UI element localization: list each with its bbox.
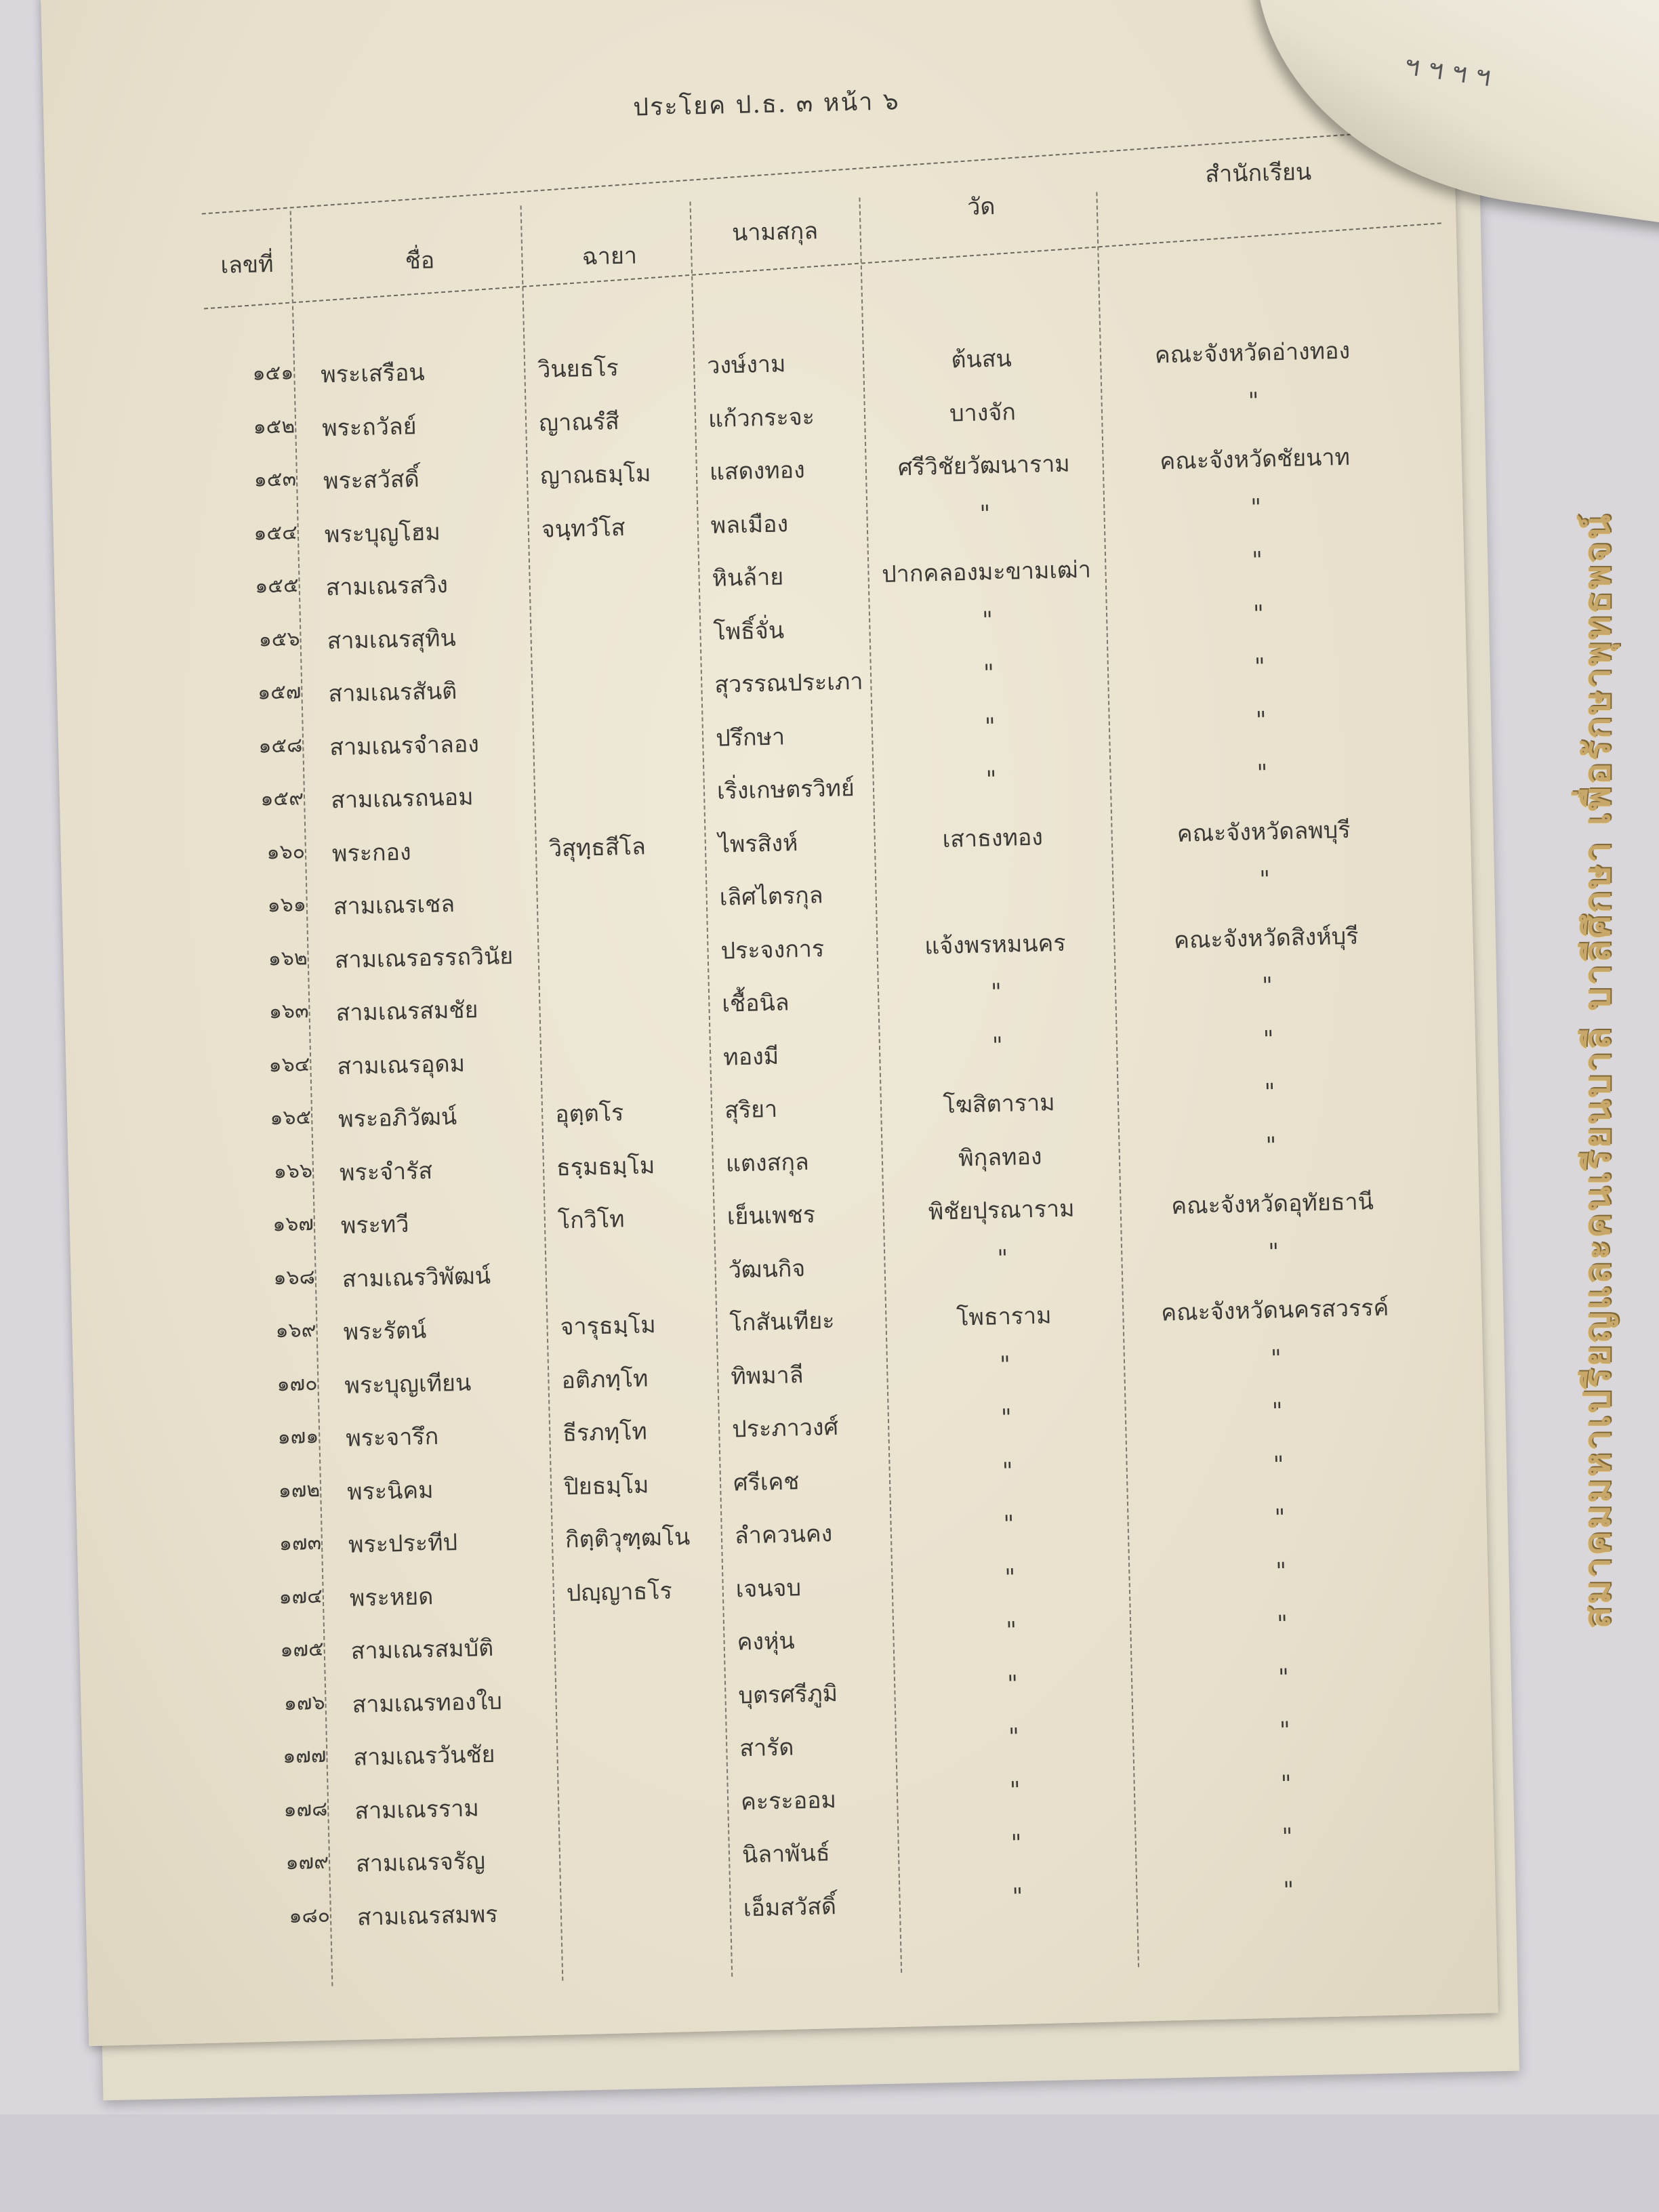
cell-surname: ลำควนคง bbox=[734, 1520, 833, 1550]
cell-name: สามเณรสมบัติ bbox=[350, 1634, 494, 1665]
cell-num: ๑๗๖ bbox=[283, 1690, 325, 1715]
cell-num: ๑๗๒ bbox=[278, 1477, 321, 1502]
cell-school: คณะจังหวัดลพบุรี bbox=[1176, 816, 1351, 848]
cell-name: พระบุญเทียน bbox=[344, 1369, 472, 1399]
cell-num: ๑๗๓ bbox=[279, 1530, 322, 1556]
cell-name: พระถวัลย์ bbox=[321, 412, 417, 442]
cell-school: คณะจังหวัดสิงห์บุรี bbox=[1173, 922, 1359, 954]
cell-num: ๑๖๖ bbox=[273, 1158, 313, 1183]
cell-wat: " bbox=[983, 659, 995, 687]
cell-surname: พลเมือง bbox=[710, 510, 789, 539]
cell-wat: พิชัยปุรณาราม bbox=[928, 1195, 1075, 1226]
watermark-text: สมาคมมหาเปรียญและคนเรียนบาลี บาลีศึกษา เพื่อรักษาพุทธพจน์ bbox=[1576, 512, 1618, 1629]
cell-num: ๑๖๒ bbox=[268, 945, 308, 970]
cell-name: พระประทีป bbox=[348, 1529, 458, 1559]
cell-school: " bbox=[1264, 1078, 1275, 1106]
cell-school: " bbox=[1283, 1876, 1294, 1904]
cell-school: " bbox=[1259, 865, 1271, 893]
cell-surname: เลิศไตรกุล bbox=[719, 882, 824, 912]
cell-name: สามเณรจรัญ bbox=[355, 1847, 486, 1878]
cell-school: " bbox=[1248, 387, 1259, 415]
cell-school: " bbox=[1251, 546, 1263, 575]
cell-school: " bbox=[1263, 1025, 1275, 1053]
cell-school: " bbox=[1250, 493, 1262, 521]
cell-surname: วงษ์งาม bbox=[706, 350, 786, 380]
cell-school: คณะจังหวัดอ่างทอง bbox=[1154, 337, 1351, 369]
cell-num: ๑๖๕ bbox=[269, 1105, 312, 1130]
cell-name: สามเณรวันชัย bbox=[353, 1740, 495, 1771]
cell-chaya: ญาณรํสี bbox=[538, 407, 620, 437]
cell-surname: สุวรรณประเภา bbox=[714, 668, 863, 699]
cell-surname: หินล้าย bbox=[712, 563, 784, 592]
cell-num: ๑๖๙ bbox=[275, 1317, 316, 1343]
page-title: ประโยค ป.ธ. ๓ หน้า ๖ bbox=[632, 87, 901, 122]
cell-surname: วัฒนกิจ bbox=[728, 1254, 806, 1284]
cell-surname: สุริยา bbox=[724, 1095, 778, 1124]
cell-surname: แก้วกระจะ bbox=[708, 403, 815, 433]
cell-chaya: โกวิโท bbox=[557, 1206, 625, 1235]
cell-surname: โกสันเทียะ bbox=[729, 1307, 836, 1337]
cell-wat: " bbox=[1010, 1829, 1022, 1858]
cell-wat: โฆสิตาราม bbox=[942, 1089, 1056, 1120]
cell-num: ๑๗๘ bbox=[283, 1797, 328, 1822]
watermark bbox=[1570, 447, 1624, 1694]
cell-surname: คงหุ่น bbox=[737, 1627, 796, 1656]
cell-surname: ประจงการ bbox=[720, 935, 825, 965]
cell-surname: แสดงทอง bbox=[709, 456, 806, 486]
cell-wat: " bbox=[1003, 1510, 1015, 1538]
document-page bbox=[41, 0, 1498, 2046]
header-surname: นามสกุล bbox=[731, 218, 819, 247]
cell-wat: ปากคลองมะขามเฒ่า bbox=[881, 556, 1092, 588]
cell-surname: ทองมี bbox=[722, 1042, 779, 1071]
cell-name: สามเณรสวิง bbox=[325, 571, 449, 602]
cell-school: " bbox=[1275, 1557, 1287, 1585]
cell-school: " bbox=[1271, 1397, 1284, 1425]
cell-chaya: ญาณธมฺโม bbox=[539, 459, 651, 490]
cell-surname: ปรึกษา bbox=[715, 722, 785, 752]
cell-name: พระอภิวัฒน์ bbox=[337, 1103, 457, 1134]
cell-school: " bbox=[1261, 972, 1273, 1000]
cell-num: ๑๕๑ bbox=[252, 361, 294, 386]
cell-school: " bbox=[1280, 1769, 1292, 1798]
cell-num: ๑๕๘ bbox=[258, 733, 303, 758]
cell-wat: " bbox=[1012, 1883, 1023, 1910]
cell-surname: ประภาวงศ์ bbox=[731, 1413, 839, 1443]
cell-school: " bbox=[1273, 1450, 1284, 1479]
cell-chaya: ธีรภทฺโท bbox=[562, 1418, 648, 1448]
cell-chaya: จารุธมฺโม bbox=[560, 1311, 657, 1341]
cell-num: ๑๖๘ bbox=[273, 1265, 316, 1290]
cell-surname: ทิพมาลี bbox=[730, 1361, 804, 1391]
cell-num: ๑๖๗ bbox=[272, 1212, 314, 1237]
cell-surname: คะระออม bbox=[740, 1786, 837, 1816]
cell-surname: โพธิ์จั่น bbox=[713, 616, 785, 646]
cell-wat: บางจัก bbox=[949, 398, 1017, 428]
cell-wat: " bbox=[990, 979, 1002, 1006]
cell-chaya: อติภทฺโท bbox=[560, 1364, 649, 1394]
cell-school: " bbox=[1267, 1237, 1279, 1266]
cell-surname: เริ่งเกษตรวิทย์ bbox=[716, 775, 855, 805]
header-school: สำนักเรียน bbox=[1204, 158, 1312, 188]
cell-num: ๑๘๐ bbox=[289, 1903, 331, 1928]
cell-num: ๑๕๓ bbox=[253, 467, 297, 492]
cell-name: พระจำรัส bbox=[339, 1157, 433, 1187]
cell-wat: " bbox=[1002, 1457, 1014, 1485]
cell-surname: ศรีเคช bbox=[733, 1467, 800, 1497]
cell-school: " bbox=[1254, 653, 1266, 681]
cell-num: ๑๕๗ bbox=[257, 680, 302, 705]
cell-wat: " bbox=[1009, 1776, 1021, 1804]
cell-surname: บุตรศรีภูมิ bbox=[737, 1679, 838, 1709]
cell-wat: พิกุลทอง bbox=[958, 1143, 1042, 1172]
cell-chaya: ปิยธมฺโม bbox=[563, 1471, 649, 1500]
cell-wat: โพธาราม bbox=[956, 1302, 1052, 1332]
cell-wat: " bbox=[985, 766, 998, 794]
cell-wat: " bbox=[1004, 1563, 1016, 1591]
cell-name: พระกอง bbox=[331, 838, 412, 867]
cell-num: ๑๖๓ bbox=[268, 999, 309, 1024]
cell-num: ๑๕๖ bbox=[258, 626, 300, 652]
cell-school: " bbox=[1270, 1344, 1282, 1372]
cell-name: พระจารึก bbox=[345, 1422, 439, 1452]
cell-wat: " bbox=[981, 606, 994, 634]
cell-name: สามเณรสมชัย bbox=[335, 996, 478, 1027]
cell-wat: แจ้งพรหมนคร bbox=[924, 929, 1066, 960]
cell-name: สามเณรสันติ bbox=[328, 677, 457, 708]
cell-name: สามเณรถนอม bbox=[330, 783, 474, 815]
header-chaya: ฉายา bbox=[581, 242, 638, 271]
cell-surname: เจนจบ bbox=[735, 1574, 802, 1603]
cell-school: " bbox=[1274, 1504, 1286, 1532]
cell-num: ๑๕๒ bbox=[253, 413, 295, 439]
cell-name: พระรัตน์ bbox=[343, 1317, 427, 1347]
cell-num: ๑๖๐ bbox=[266, 839, 306, 864]
cell-num: ๑๗๕ bbox=[279, 1637, 325, 1662]
cell-num: ๑๖๔ bbox=[268, 1052, 310, 1078]
cell-school: คณะจังหวัดอุทัยธานี bbox=[1170, 1188, 1374, 1221]
cell-school: " bbox=[1256, 759, 1268, 787]
cell-name: พระบุญโฮม bbox=[324, 518, 441, 548]
cell-chaya: อุตฺตโร bbox=[554, 1099, 624, 1128]
cell-name: สามเณรอุดม bbox=[336, 1050, 466, 1080]
cell-surname: เชื้อนิล bbox=[721, 989, 790, 1018]
cell-school: " bbox=[1255, 706, 1267, 734]
cell-surname: ไพรสิงห์ bbox=[718, 829, 798, 859]
cell-chaya: วินยธโร bbox=[537, 354, 619, 384]
cell-name: สามเณรราม bbox=[354, 1795, 480, 1825]
cell-wat: " bbox=[999, 1351, 1011, 1378]
cell-num: ๑๕๔ bbox=[253, 520, 298, 546]
desk-background bbox=[0, 2114, 1659, 2212]
cell-name: พระเสรือน bbox=[320, 359, 426, 389]
cell-wat: " bbox=[1008, 1723, 1020, 1751]
cell-num: ๑๕๙ bbox=[260, 786, 304, 811]
cell-school: คณะจังหวัดชัยนาท bbox=[1160, 443, 1351, 476]
cell-wat: " bbox=[979, 499, 991, 528]
cell-name: พระทวี bbox=[340, 1210, 409, 1240]
cell-num: ๑๗๑ bbox=[277, 1424, 319, 1450]
cell-school: " bbox=[1276, 1610, 1288, 1638]
curl-text: ฯ ฯ ฯ ฯ bbox=[1402, 49, 1493, 94]
cell-num: ๑๖๑ bbox=[267, 893, 307, 918]
cell-num: ๑๗๔ bbox=[279, 1584, 323, 1609]
cell-num: ๑๗๗ bbox=[282, 1743, 327, 1769]
cell-school: " bbox=[1265, 1132, 1277, 1160]
header-name: ชื่อ bbox=[405, 247, 435, 275]
cell-surname: สารัด bbox=[739, 1734, 794, 1763]
cell-wat: " bbox=[991, 1031, 1004, 1059]
cell-surname: เย็นเพชร bbox=[726, 1201, 816, 1231]
cell-chaya: จนฺทวํโส bbox=[541, 514, 626, 544]
cell-num: ๑๗๙ bbox=[285, 1849, 329, 1875]
cell-chaya: ธรฺมธมฺโม bbox=[556, 1151, 655, 1182]
cell-wat: เสาธงทอง bbox=[942, 823, 1044, 853]
cell-name: สามเณรวิพัฒน์ bbox=[342, 1262, 491, 1293]
cell-wat: " bbox=[1000, 1404, 1012, 1432]
cell-surname: เอ็มสวัสดิ์ bbox=[743, 1892, 837, 1922]
cell-surname: แตงสกุล bbox=[725, 1148, 810, 1178]
cell-school: " bbox=[1282, 1823, 1293, 1851]
cell-name: พระนิคม bbox=[346, 1476, 434, 1506]
cell-school: " bbox=[1252, 600, 1265, 628]
cell-wat: " bbox=[984, 712, 996, 740]
cell-name: สามเณรอรรถวินัย bbox=[334, 942, 514, 974]
cell-chaya: กิตฺติวุฑฺฒโน bbox=[565, 1523, 691, 1554]
cell-chaya: ปญฺญาธโร bbox=[566, 1577, 673, 1607]
cell-school: " bbox=[1279, 1717, 1291, 1744]
cell-school: คณะจังหวัดนครสวรรค์ bbox=[1160, 1294, 1389, 1327]
cell-num: ๑๕๕ bbox=[254, 573, 300, 598]
cell-name: สามเณรจำลอง bbox=[329, 730, 480, 761]
cell-school: " bbox=[1277, 1663, 1290, 1692]
header-wat: วัด bbox=[966, 192, 996, 221]
cell-name: สามเณรสมพร bbox=[356, 1900, 498, 1931]
cell-wat: " bbox=[997, 1244, 1008, 1272]
cell-wat: ต้นสน bbox=[950, 345, 1012, 374]
cell-surname: นิลาพันธ์ bbox=[741, 1839, 831, 1869]
cell-name: พระหยด bbox=[349, 1582, 434, 1612]
cell-name: สามเณรสุทิน bbox=[327, 624, 457, 655]
cell-name: สามเณรทองใบ bbox=[352, 1687, 503, 1719]
cell-wat: " bbox=[1006, 1616, 1017, 1645]
cell-wat: ศรีวิชัยวัฒนาราม bbox=[897, 450, 1071, 482]
cell-num: ๑๗๐ bbox=[276, 1371, 318, 1396]
cell-name: สามเณรเชล bbox=[333, 890, 455, 921]
cell-wat bbox=[882, 869, 1105, 875]
header-num: เลขที่ bbox=[220, 251, 274, 279]
cell-chaya: วิสุทฺธสีโล bbox=[548, 832, 647, 863]
cell-wat: " bbox=[1006, 1670, 1019, 1698]
cell-name: พระสวัสดิ์ bbox=[323, 466, 420, 495]
